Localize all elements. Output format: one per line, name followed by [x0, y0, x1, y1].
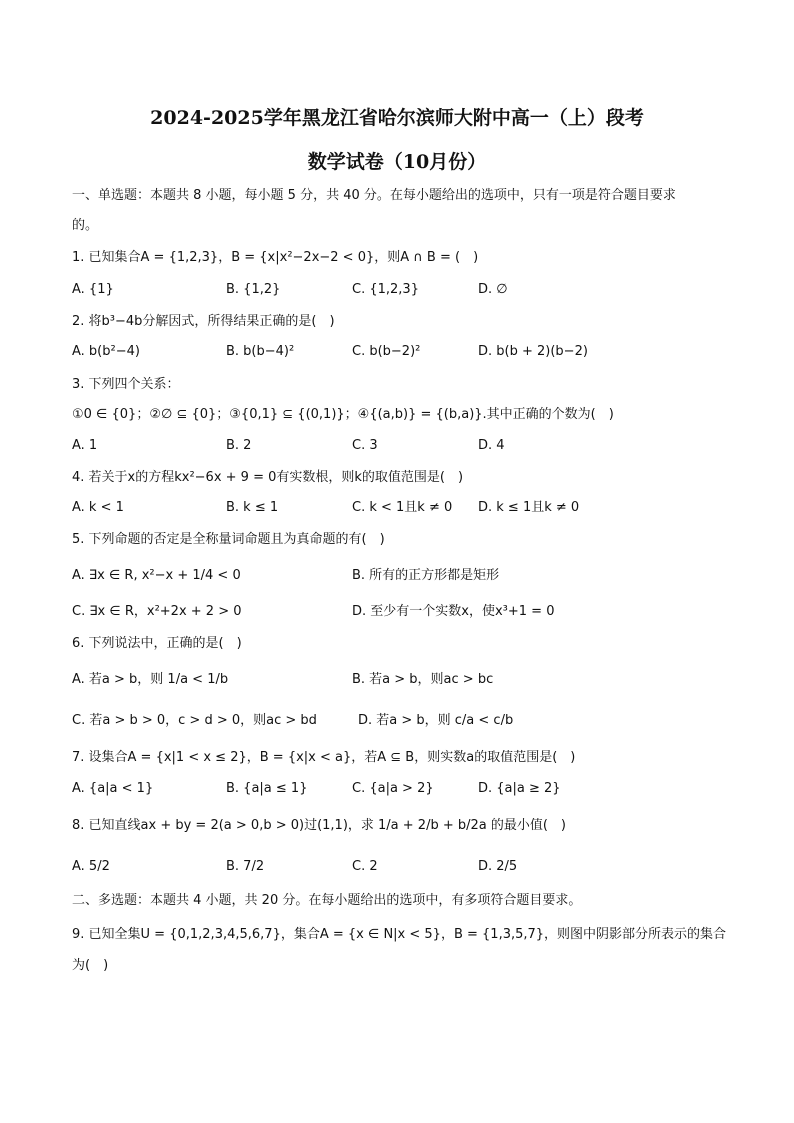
q4-stem: 4. 若关于x的方程kx²−6x + 9 = 0有实数根，则k的取值范围是( ) — [72, 470, 464, 485]
q2-option-c: C. b(b−2)² — [352, 344, 421, 359]
q7-option-b: B. {a|a ≤ 1} — [226, 781, 308, 796]
q3-stem: 3. 下列四个关系： — [72, 377, 180, 392]
q5-stem: 5. 下列命题的否定是全称量词命题且为真命题的有( ) — [72, 532, 385, 547]
q5-option-b: B. 所有的正方形都是矩形 — [352, 568, 500, 583]
q6-option-c: C. 若a > b > 0，c > d > 0，则ac > bd — [72, 713, 317, 728]
exam-title: 2024-2025学年黑龙江省哈尔滨师大附中高一（上）段考 — [150, 107, 644, 129]
q7-option-c: C. {a|a > 2} — [352, 781, 434, 796]
q5-option-c: C. ∃x ∈ R，x²+2x + 2 > 0 — [72, 604, 242, 619]
q9-stem: 9. 已知全集U = {0,1,2,3,4,5,6,7}，集合A = {x ∈ N|x < 5}，B = {1,3,5,7}，则图中阴影部分所表示的集合 — [72, 927, 727, 942]
q3-option-a: A. 1 — [72, 438, 98, 453]
q1-stem: 1. 已知集合A = {1,2,3}，B = {x|x²−2x−2 < 0}，则A ∩ B = ( ) — [72, 250, 479, 265]
section2-instructions: 二、多选题：本题共 4 小题，共 20 分。在每小题给出的选项中，有多项符合题目要求。 — [72, 893, 582, 908]
q1-option-a: A. {1} — [72, 282, 114, 297]
q1-option-d: D. ∅ — [478, 282, 508, 297]
q4-option-a: A. k < 1 — [72, 500, 124, 515]
q8-option-b: B. 7/2 — [226, 859, 265, 874]
exam-subtitle: 数学试卷（10月份） — [307, 151, 487, 173]
q4-option-c: C. k < 1且k ≠ 0 — [352, 500, 453, 515]
q3-option-c: C. 3 — [352, 438, 378, 453]
q3-relations: ①0 ∈ {0}；②∅ ⊆ {0}；③{0,1} ⊆ {(0,1)}；④{(a,b)} = {(b,a)}.其中正确的个数为( ) — [72, 407, 614, 422]
q7-option-d: D. {a|a ≥ 2} — [478, 781, 561, 796]
section1-instructions: 一、单选题：本题共 8 小题，每小题 5 分，共 40 分。在每小题给出的选项中，只有一项是符合题目要求 — [72, 188, 676, 203]
q2-stem: 2. 将b³−4b分解因式，所得结果正确的是( ) — [72, 314, 335, 329]
q8-option-c: C. 2 — [352, 859, 378, 874]
q1-option-c: C. {1,2,3} — [352, 282, 419, 297]
q3-option-d: D. 4 — [478, 438, 505, 453]
section1-instructions-cont: 的。 — [72, 218, 99, 233]
q6-stem: 6. 下列说法中，正确的是( ) — [72, 636, 242, 651]
q7-stem: 7. 设集合A = {x|1 < x ≤ 2}，B = {x|x < a}，若A ⊆ B，则实数a的取值范围是( ) — [72, 750, 576, 765]
q5-option-d: D. 至少有一个实数x，使x³+1 = 0 — [352, 604, 555, 619]
q7-option-a: A. {a|a < 1} — [72, 781, 154, 796]
q4-option-d: D. k ≤ 1且k ≠ 0 — [478, 500, 580, 515]
q8-option-a: A. 5/2 — [72, 859, 110, 874]
q9-stem-cont: 为( ) — [72, 958, 109, 973]
q4-option-b: B. k ≤ 1 — [226, 500, 279, 515]
q2-option-b: B. b(b−4)² — [226, 344, 295, 359]
q2-option-a: A. b(b²−4) — [72, 344, 140, 359]
q2-option-d: D. b(b + 2)(b−2) — [478, 344, 588, 359]
q6-option-a: A. 若a > b，则 1/a < 1/b — [72, 672, 229, 687]
q1-option-b: B. {1,2} — [226, 282, 281, 297]
q5-option-a: A. ∃x ∈ R, x²−x + 1/4 < 0 — [72, 568, 241, 583]
q3-option-b: B. 2 — [226, 438, 252, 453]
q8-stem: 8. 已知直线ax + by = 2(a > 0,b > 0)过(1,1)，求 1/a + 2/b + b/2a 的最小值( ) — [72, 818, 567, 833]
q6-option-d: D. 若a > b，则 c/a < c/b — [358, 713, 514, 728]
q8-option-d: D. 2/5 — [478, 859, 518, 874]
q6-option-b: B. 若a > b，则ac > bc — [352, 672, 494, 687]
